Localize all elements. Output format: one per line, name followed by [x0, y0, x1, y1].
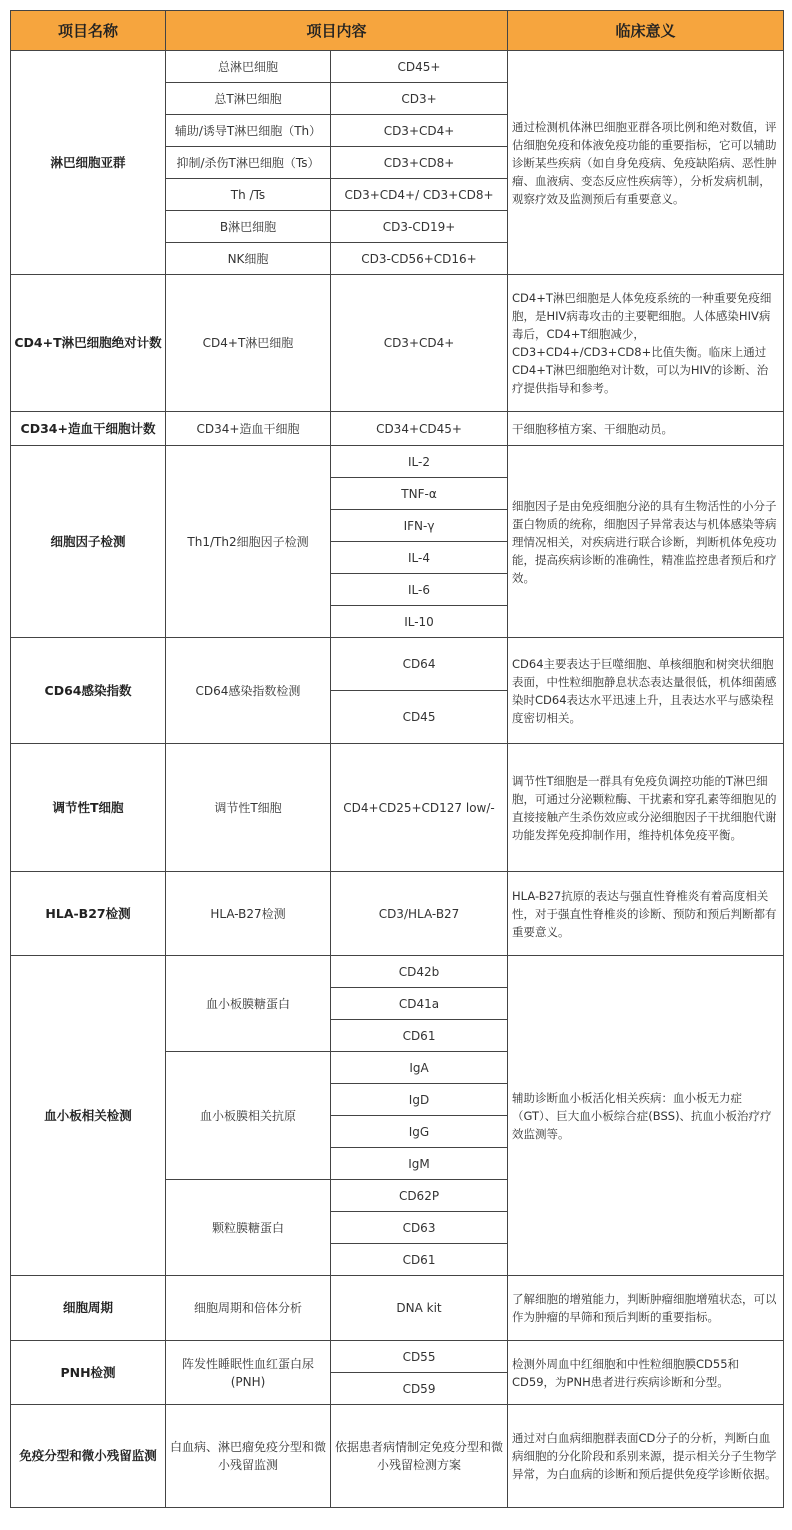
test-items-table	[10, 10, 784, 1508]
header-project-name: 项目名称	[11, 11, 166, 51]
sub-item: NK细胞	[166, 243, 331, 275]
row-name-cytokine: 细胞因子检测	[11, 446, 166, 638]
sub-item: HLA-B27检测	[166, 872, 331, 956]
clinical-significance: 通过对白血病细胞群表面CD分子的分析，判断白血病细胞的分化阶段和系别来源，提示相关分子生物学异常，为白血病的诊断和预后提供免疫学诊断依据。	[508, 1405, 784, 1508]
clinical-significance: 了解细胞的增殖能力，判断肿瘤细胞增殖状态，可以作为肿瘤的早筛和预后判断的重要指标。	[508, 1276, 784, 1341]
sub-item: Th1/Th2细胞因子检测	[166, 446, 331, 638]
table-row	[11, 1276, 784, 1341]
marker-value: CD42b	[331, 956, 508, 988]
marker-value: IgG	[331, 1116, 508, 1148]
row-name-hla: HLA-B27检测	[11, 872, 166, 956]
table-row	[11, 638, 784, 691]
marker-value: IgM	[331, 1148, 508, 1180]
marker-value: IL-2	[331, 446, 508, 478]
clinical-significance: CD4+T淋巴细胞是人体免疫系统的一种重要免疫细胞，是HIV病毒攻击的主要靶细胞。人体感染HIV病毒后，CD4+T细胞减少，CD3+CD4+/CD3+CD8+比值失衡。临床上通过CD4+T淋巴细胞绝对计数，可以为HIV的诊断、治疗提供指导和参考。	[508, 275, 784, 412]
sub-item: 总T淋巴细胞	[166, 83, 331, 115]
row-name-mrd: 免疫分型和微小残留监测	[11, 1405, 166, 1508]
clinical-significance: 通过检测机体淋巴细胞亚群各项比例和绝对数值，评估细胞免疫和体液免疫功能的重要指标，它可以辅助诊断某些疾病（如自身免疫病、免疫缺陷病、恶性肿瘤、血液病、变态反应性疾病等），分析发病机制，观察疗效及监测预后有重要意义。	[508, 51, 784, 275]
sub-item: B淋巴细胞	[166, 211, 331, 243]
table-row	[11, 872, 784, 956]
marker-value: CD55	[331, 1341, 508, 1373]
row-name-pnh: PNH检测	[11, 1341, 166, 1405]
marker-value: IL-10	[331, 606, 508, 638]
sub-item: 抑制/杀伤T淋巴细胞（Ts）	[166, 147, 331, 179]
marker-value: CD63	[331, 1212, 508, 1244]
row-name-cd64: CD64感染指数	[11, 638, 166, 744]
sub-item: 细胞周期和倍体分析	[166, 1276, 331, 1341]
clinical-significance: 细胞因子是由免疫细胞分泌的具有生物活性的小分子蛋白物质的统称，细胞因子异常表达与机体感染等病理情况相关，对疾病进行联合诊断，判断机体免疫功能，提高疾病诊断的准确性，精准监控患者预后和疗效。	[508, 446, 784, 638]
marker-value: CD3-CD19+	[331, 211, 508, 243]
marker-value: IL-6	[331, 574, 508, 606]
sub-item: 调节性T细胞	[166, 744, 331, 872]
table-row	[11, 51, 784, 83]
sub-item: 辅助/诱导T淋巴细胞（Th）	[166, 115, 331, 147]
row-name-cycle: 细胞周期	[11, 1276, 166, 1341]
sub-item: 阵发性睡眠性血红蛋白尿(PNH)	[166, 1341, 331, 1405]
marker-value: CD34+CD45+	[331, 412, 508, 446]
sub-item: 血小板膜相关抗原	[166, 1052, 331, 1180]
sub-item: 总淋巴细胞	[166, 51, 331, 83]
marker-value: CD3-CD56+CD16+	[331, 243, 508, 275]
sub-item: CD64感染指数检测	[166, 638, 331, 744]
marker-value: CD3+CD4+	[331, 115, 508, 147]
marker-value: IL-4	[331, 542, 508, 574]
sub-item: CD4+T淋巴细胞	[166, 275, 331, 412]
clinical-significance: HLA-B27抗原的表达与强直性脊椎炎有着高度相关性，对于强直性脊椎炎的诊断、预防和预后判断都有重要意义。	[508, 872, 784, 956]
marker-value: CD61	[331, 1244, 508, 1276]
marker-value: IgD	[331, 1084, 508, 1116]
sub-item: Th /Ts	[166, 179, 331, 211]
clinical-significance: 检测外周血中红细胞和中性粒细胞膜CD55和CD59，为PNH患者进行疾病诊断和分型。	[508, 1341, 784, 1405]
row-name-platelet: 血小板相关检测	[11, 956, 166, 1276]
marker-value: CD45+	[331, 51, 508, 83]
table-row	[11, 956, 784, 988]
sub-item: CD34+造血干细胞	[166, 412, 331, 446]
table-row	[11, 275, 784, 412]
table-header	[11, 11, 784, 51]
row-name-lymph: 淋巴细胞亚群	[11, 51, 166, 275]
marker-value: TNF-α	[331, 478, 508, 510]
table-row	[11, 744, 784, 872]
table-row	[11, 1405, 784, 1508]
clinical-significance: 干细胞移植方案、干细胞动员。	[508, 412, 784, 446]
marker-value: CD3+CD8+	[331, 147, 508, 179]
sub-item: 颗粒膜糖蛋白	[166, 1180, 331, 1276]
marker-value: CD59	[331, 1373, 508, 1405]
table-row	[11, 446, 784, 478]
header-project-content: 项目内容	[166, 11, 508, 51]
clinical-significance: 辅助诊断血小板活化相关疾病：血小板无力症（GT）、巨大血小板综合症(BSS)、抗血小板治疗疗效监测等。	[508, 956, 784, 1276]
marker-value: DNA kit	[331, 1276, 508, 1341]
marker-value: CD62P	[331, 1180, 508, 1212]
clinical-significance: CD64主要表达于巨噬细胞、单核细胞和树突状细胞表面，中性粒细胞静息状态表达量很低，机体细菌感染时CD64表达水平迅速上升，且表达水平与感染程度密切相关。	[508, 638, 784, 744]
clinical-significance: 调节性T细胞是一群具有免疫负调控功能的T淋巴细胞，可通过分泌颗粒酶、干扰素和穿孔素等细胞见的直接接触产生杀伤效应或分泌细胞因子干扰细胞代谢功能发挥免疫抑制作用，维持机体免疫平衡。	[508, 744, 784, 872]
table-row	[11, 412, 784, 446]
marker-value: CD3+CD4+/ CD3+CD8+	[331, 179, 508, 211]
marker-value: CD3+	[331, 83, 508, 115]
marker-value: CD3+CD4+	[331, 275, 508, 412]
row-name-cd4: CD4+T淋巴细胞绝对计数	[11, 275, 166, 412]
row-name-treg: 调节性T细胞	[11, 744, 166, 872]
marker-value: 依据患者病情制定免疫分型和微小残留检测方案	[331, 1405, 508, 1508]
marker-value: CD3/HLA-B27	[331, 872, 508, 956]
sub-item: 白血病、淋巴瘤免疫分型和微小残留监测	[166, 1405, 331, 1508]
table-row	[11, 1341, 784, 1373]
row-name-cd34: CD34+造血干细胞计数	[11, 412, 166, 446]
marker-value: IgA	[331, 1052, 508, 1084]
marker-value: CD4+CD25+CD127 low/-	[331, 744, 508, 872]
marker-value: CD64	[331, 638, 508, 691]
marker-value: CD41a	[331, 988, 508, 1020]
marker-value: CD45	[331, 691, 508, 744]
marker-value: CD61	[331, 1020, 508, 1052]
header-clinical-significance: 临床意义	[508, 11, 784, 51]
marker-value: IFN-γ	[331, 510, 508, 542]
sub-item: 血小板膜糖蛋白	[166, 956, 331, 1052]
